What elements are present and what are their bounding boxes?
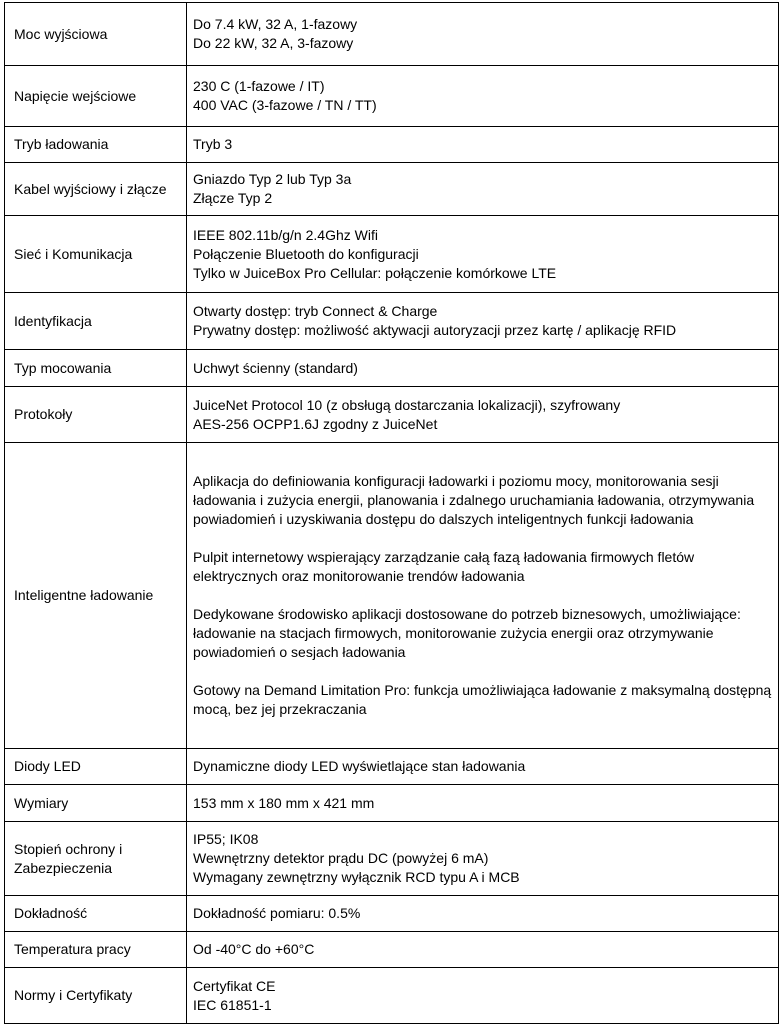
table-row — [5, 749, 779, 785]
table-row — [5, 896, 779, 932]
value-line: Otwarty dostęp: tryb Connect & Charge — [193, 303, 438, 319]
value-line: Tryb 3 — [193, 136, 233, 152]
row-value — [187, 968, 779, 1024]
value-line: IEC 61851-1 — [193, 996, 272, 1013]
table-row — [5, 66, 779, 127]
value-line: 400 VAC (3-fazowe / TN / TT) — [193, 97, 377, 113]
value-line: Wymagany zewnętrzny wyłącznik RCD typu A i MCB — [193, 869, 520, 885]
row-label: Normy i Certyfikaty — [5, 968, 187, 1024]
value-line: 153 mm x 180 mm x 421 mm — [193, 794, 375, 811]
table-row — [5, 350, 779, 387]
row-label: Kabel wyjściowy i złącze — [5, 163, 187, 216]
value-line: Połączenie Bluetooth do konfiguracji — [193, 245, 419, 262]
row-label: Napięcie wejściowe — [5, 66, 187, 127]
row-label: Inteligentne ładowanie — [5, 443, 187, 749]
table-row — [5, 127, 779, 163]
row-label: Typ mocowania — [5, 350, 187, 387]
table-row — [5, 387, 779, 443]
row-label: Temperatura pracy — [5, 932, 187, 968]
value-line: IEEE 802.11b/g/n 2.4Ghz Wifi — [193, 226, 378, 243]
table-row — [5, 822, 779, 896]
row-label: Dokładność — [5, 896, 187, 932]
value-line: AES-256 OCPP1.6J zgodny z JuiceNet — [193, 415, 438, 432]
value-paragraph: Dedykowane środowisko aplikacji dostosowane do potrzeb biznesowych, umożliwiające: ładowanie na stacjach firmowych, monitorowanie zużycia energii oraz otrzymywanie powiadomień o sesjach ładowania — [193, 606, 741, 660]
row-value — [187, 785, 779, 822]
table-row — [5, 443, 779, 749]
table-row — [5, 163, 779, 216]
value-line: Do 7.4 kW, 32 A, 1-fazowy — [193, 16, 358, 32]
row-value — [187, 443, 779, 749]
table-row — [5, 968, 779, 1024]
row-label: Sieć i Komunikacja — [5, 216, 187, 293]
row-value — [187, 896, 779, 932]
table-row — [5, 216, 779, 293]
row-label: Protokoły — [5, 387, 187, 443]
value-line: Certyfikat CE — [193, 977, 276, 994]
value-line: Uchwyt ścienny (standard) — [193, 359, 358, 376]
row-value — [187, 66, 779, 127]
value-line: Tylko w JuiceBox Pro Cellular: połączenie komórkowe LTE — [193, 264, 557, 281]
value-line: Gniazdo Typ 2 lub Typ 3a — [193, 171, 352, 187]
value-line: Od -40°C do +60°C — [193, 941, 315, 957]
row-label: Stopień ochrony i Zabezpieczenia — [5, 822, 187, 896]
value-line: Wewnętrzny detektor prądu DC (powyżej 6 mA) — [193, 850, 489, 866]
row-value — [187, 749, 779, 785]
row-value — [187, 932, 779, 968]
row-label: Diody LED — [5, 749, 187, 785]
value-paragraph: Aplikacja do definiowania konfiguracji ładowarki i poziomu mocy, monitorowania sesji ładowania i zużycia energii, planowania i zdalnego uruchamiania ładowania, otrzymywania powiadomień i uzyskiwania dostępu do dalszych inteligentnych funkcji ładowania — [193, 473, 755, 527]
row-value — [187, 163, 779, 216]
spec-table — [4, 2, 779, 1024]
row-label: Wymiary — [5, 785, 187, 822]
value-line: IP55; IK08 — [193, 831, 259, 847]
value-line: Do 22 kW, 32 A, 3-fazowy — [193, 35, 354, 51]
row-value — [187, 293, 779, 350]
value-paragraph: Gotowy na Demand Limitation Pro: funkcja umożliwiająca ładowanie z maksymalną dostępną mocą, bez jej przekraczania — [193, 682, 772, 717]
value-line: JuiceNet Protocol 10 (z obsługą dostarczania lokalizacji), szyfrowany — [193, 396, 621, 413]
row-label: Tryb ładowania — [5, 127, 187, 163]
value-line: Dokładność pomiaru: 0.5% — [193, 905, 361, 921]
row-value — [187, 387, 779, 443]
value-line: Prywatny dostęp: możliwość aktywacji autoryzacji przez kartę / aplikację RFID — [193, 322, 677, 338]
value-paragraph: Pulpit internetowy wspierający zarządzanie całą fazą ładowania firmowych fletów elektrycznych oraz monitorowanie trendów ładowania — [193, 549, 695, 584]
table-row — [5, 3, 779, 66]
row-label: Moc wyjściowa — [5, 3, 187, 66]
row-label: Identyfikacja — [5, 293, 187, 350]
row-value — [187, 3, 779, 66]
row-value — [187, 216, 779, 293]
table-row — [5, 932, 779, 968]
value-line: 230 C (1-fazowe / IT) — [193, 78, 325, 94]
value-line: Dynamiczne diody LED wyświetlające stan ładowania — [193, 758, 526, 774]
table-row — [5, 293, 779, 350]
row-value — [187, 822, 779, 896]
row-value — [187, 127, 779, 163]
row-value — [187, 350, 779, 387]
table-row — [5, 785, 779, 822]
value-line: Złącze Typ 2 — [193, 190, 273, 206]
